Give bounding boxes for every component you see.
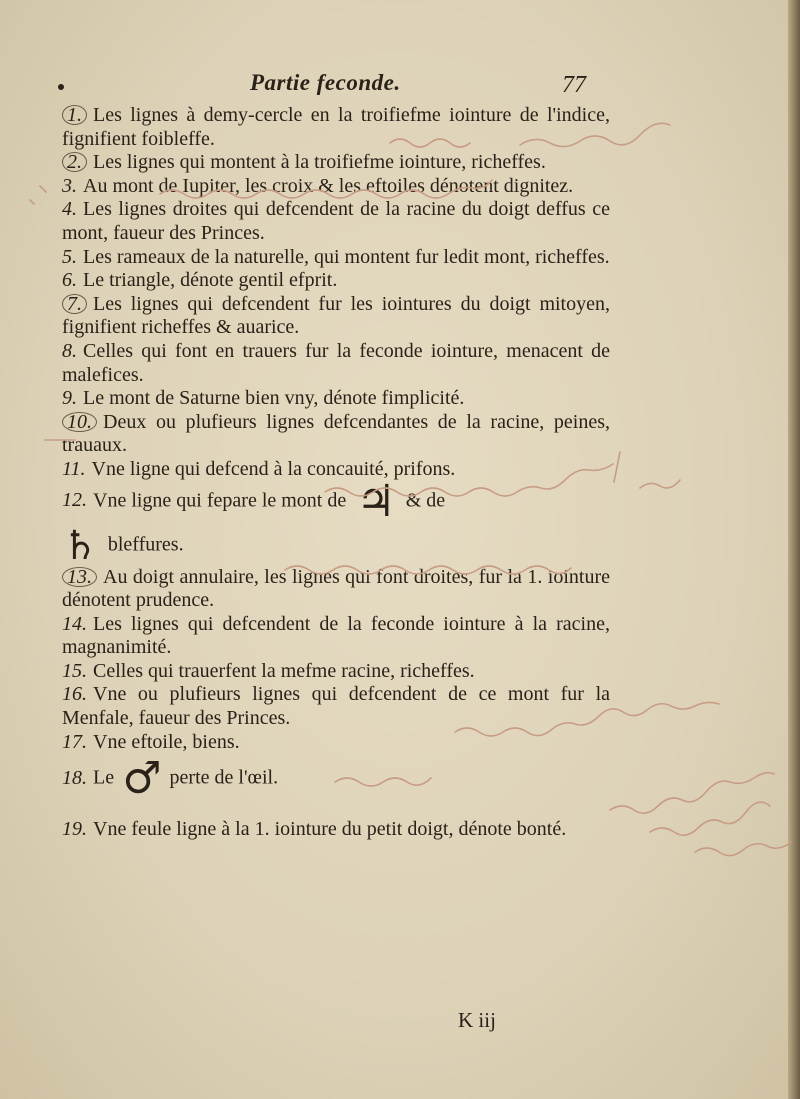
entry-19: 19. Vne feule ligne à la 1. iointure du petit doigt, dénote bonté. — [62, 818, 567, 841]
entry-10: 10. Deux ou plufieurs lignes defcendantes de la racine, peines, trauaux. — [62, 410, 610, 457]
saturn-symbol-icon: ♄ — [62, 521, 98, 569]
mars-symbol-icon: ♂ — [122, 753, 162, 805]
entry-6: 6. Le triangle, dénote gentil efprit. — [62, 269, 338, 292]
entry-2: 2. Les lignes qui montent à la troifiefme iointure, richeffes. — [62, 151, 610, 175]
page-number: 77 — [562, 72, 586, 98]
entry-12-continued: ♄ bleffures. — [62, 521, 184, 569]
entry-13: 13. Au doigt annulaire, les lignes qui font droites, fur la 1. iointure dénotent prudence. — [62, 565, 610, 612]
entry-3: 3. Au mont de Iupiter, les croix & les eftoiles dénotent dignitez. — [62, 174, 574, 197]
entry-17: 17. Vne eftoile, biens. — [62, 730, 240, 753]
entry-16: 16. Vne ou plufieurs lignes qui defcendent de ce mont fur la Menfale, faueur des Princes. — [62, 683, 610, 730]
page-edge-shadow — [788, 0, 800, 1099]
entry-1: 1. Les lignes à demy-cercle en la troifiefme iointure de l'indice, fignifient foibleffe. — [62, 104, 610, 150]
running-title: Partie feconde. — [250, 70, 401, 95]
jupiter-symbol-icon: ♃ — [356, 475, 396, 527]
entry-8: 8. Celles qui font en trauers fur la feconde iointure, menacent de malefices. — [62, 339, 610, 386]
entry-5: 5. Les rameaux de la naturelle, qui montent fur ledit mont, richeffes. — [62, 245, 610, 268]
entry-9: 9. Le mont de Saturne bien vny, dénote fimplicité. — [62, 387, 465, 410]
entry-18: 18. Le ♂ perte de l'œil. — [62, 753, 279, 805]
page-header — [0, 70, 800, 100]
entry-15: 15. Celles qui trauerfent la mefme racine, richeffes. — [62, 659, 475, 682]
entry-4: 4. Les lignes droites qui defcendent de la racine du doigt deffus ce mont, faueur des Princes. — [62, 198, 610, 244]
entry-12: 12. Vne ligne qui fepare le mont de ♃ & de — [62, 475, 446, 527]
entry-7: 7. Les lignes qui defcendent fur les iointures du doigt mitoyen, fignifient richeffes & auarice. — [62, 292, 610, 339]
ink-dot — [58, 84, 64, 90]
main-text — [62, 104, 610, 842]
entry-14: 14. Les lignes qui defcendent de la feconde iointure à la racine, magnanimité. — [62, 612, 610, 659]
entry-11: 11. Vne ligne qui defcend à la concauité, prifons. — [62, 457, 456, 480]
signature-mark: K iij — [458, 1008, 496, 1032]
